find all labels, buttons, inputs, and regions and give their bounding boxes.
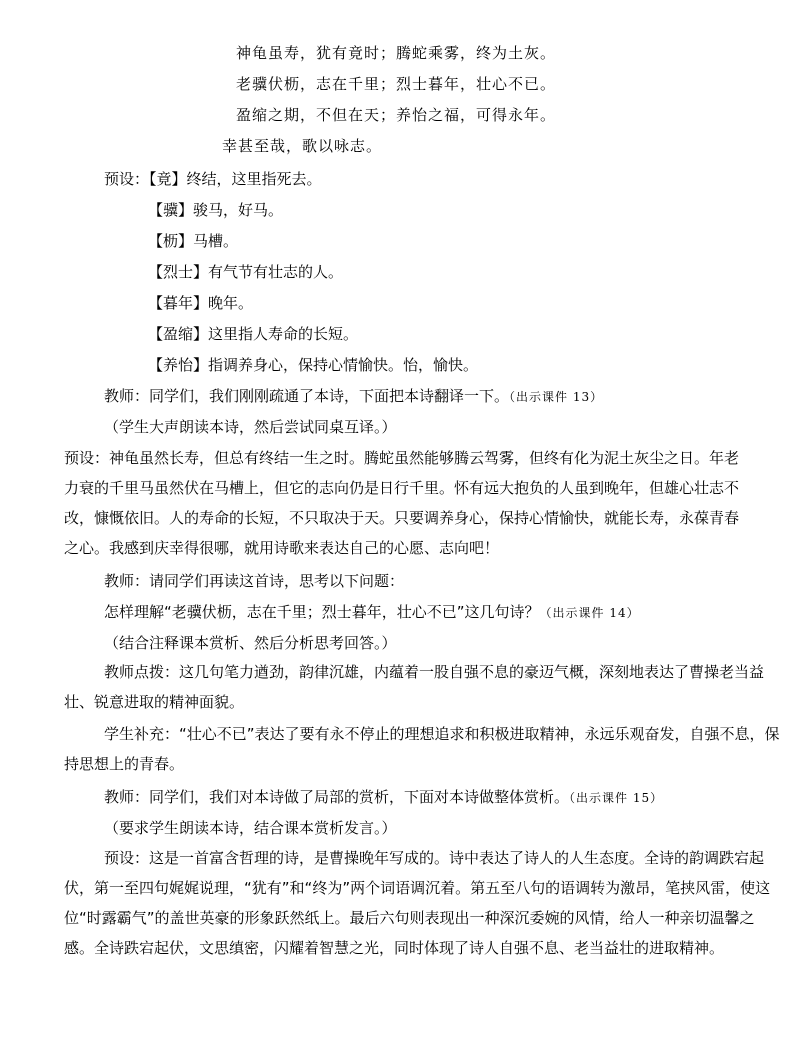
translation-text: 预设：神龟虽然长寿，但总有终结一生之时。腾蛇虽然能够腾云驾雾，但终有化为泥土灰尘之日。年老力衰的千里马虽然伏在马槽上，但它的志向仍是日行千里。怀有远大抱负的人虽到晚年，但雄心壮志不改，慷慨依旧。人的寿命的长短，不只取决于天。只要调养身心，保持心情愉快，就能长寿，永葆青春之心。我感到庆幸得很哪，就用诗歌来表达自己的心愿、志向吧！: [64, 449, 740, 557]
note-item: [104, 168, 322, 189]
translation-text-block: [64, 443, 782, 563]
student-activity-line: （结合注释课本赏析、然后分析思考回答。）: [104, 634, 397, 652]
note-term: 【竟】: [149, 170, 187, 188]
courseware-caption: （出示课件 15）: [569, 791, 664, 805]
teacher-line: [104, 786, 663, 807]
note-definition: 有气节有壮志的人。: [208, 263, 344, 281]
courseware-caption: （出示课件 14）: [539, 606, 640, 620]
note-item: [148, 199, 283, 220]
appreciation-paragraph: 预设：这是一首富含哲理的诗，是曹操晚年写成的。诗中表达了诗人的人生态度。全诗的韵调跌宕起伏，第一至四句娓娓说理，“犹有”和“终为”两个词语调沉着。第五至八句的语调转为激昂，笔挟风雷，使这位“时露霸气”的盖世英豪的形象跃然纸上。最后六句则表现出一种深沉委婉的风情，给人一种亲切温馨之感。全诗跌宕起伏，文思缜密，闪耀着智慧之光，同时体现了诗人自强不息、老当益壮的进取精神。: [64, 849, 771, 957]
teacher-guidance-paragraph: 教师点拨：这几句笔力遒劲，韵律沉雄，内蕴着一股自强不息的豪迈气概，深刻地表达了曹操老当益壮、锐意进取的精神面貌。: [64, 663, 765, 711]
poem-line-2: 老骥伏枥，志在千里；烈士暮年，壮心不已。: [236, 75, 557, 93]
note-item: [148, 292, 253, 313]
note-definition: 马槽。: [193, 232, 239, 250]
question-text: 怎样理解“老骥伏枥，志在千里；烈士暮年，壮心不已”这几句诗？: [104, 603, 540, 621]
note-definition: 这里指人寿命的长短。: [208, 325, 359, 343]
teacher-line: [104, 385, 603, 406]
student-activity-line: （要求学生朗读本诗，结合课本赏析发言。）: [104, 819, 397, 837]
courseware-caption: （出示课件 13）: [509, 390, 604, 404]
poem-line-4: 幸甚至哉，歌以咏志。: [222, 137, 383, 155]
note-item: [148, 261, 343, 282]
note-term: 【养怡】: [148, 356, 209, 374]
note-item: [148, 230, 238, 251]
note-term: 【烈士】: [148, 263, 209, 281]
note-term: 【暮年】: [148, 294, 209, 312]
note-term: 【骥】: [148, 201, 194, 219]
note-item: [148, 354, 478, 375]
note-term: 【枥】: [148, 232, 194, 250]
question-line: [104, 601, 640, 622]
note-prefix: 预设：: [104, 170, 150, 188]
teacher-question-line: 教师：请同学们再读这首诗，思考以下问题：: [104, 572, 405, 590]
note-definition: 骏马，好马。: [193, 201, 284, 219]
student-supplement-paragraph: 学生补充：“壮心不已”表达了要有永不停止的理想追求和积极进取精神，永远乐观奋发，自强不息，保持思想上的青春。: [64, 725, 780, 773]
note-term: 【盈缩】: [148, 325, 209, 343]
teacher-text: 教师：同学们，我们对本诗做了局部的赏析，下面对本诗做整体赏析。: [104, 788, 570, 806]
note-item: [148, 323, 358, 344]
note-definition: 指调养身心，保持心情愉快。怡，愉快。: [208, 356, 479, 374]
note-definition: 晚年。: [208, 294, 254, 312]
student-activity-line: （学生大声朗读本诗，然后尝试同桌互译。）: [104, 418, 397, 436]
teacher-text: 教师：同学们，我们刚刚疏通了本诗，下面把本诗翻译一下。: [104, 387, 510, 405]
note-definition: 终结，这里指死去。: [186, 170, 322, 188]
poem-line-1: 神龟虽寿，犹有竟时；腾蛇乘雾，终为土灰。: [236, 44, 557, 62]
poem-line-3: 盈缩之期，不但在天；养怡之福，可得永年。: [236, 106, 557, 124]
